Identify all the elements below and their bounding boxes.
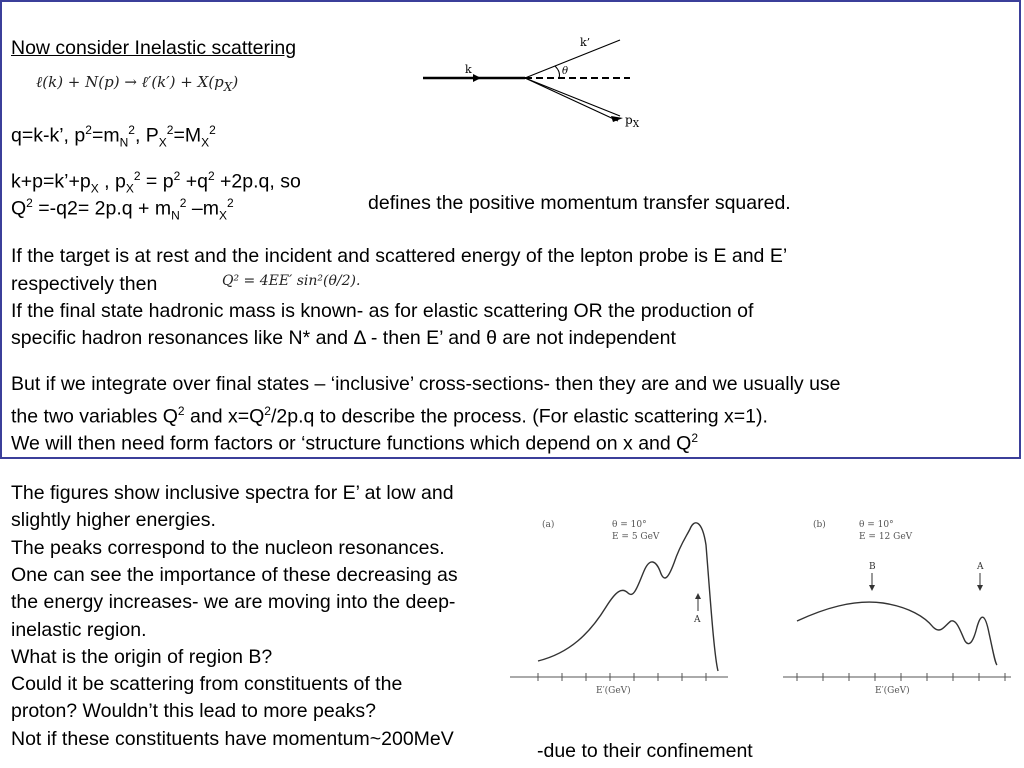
inclusive-line-3: We will then need form factors or ‘structure functions which depend on x and $Q^2$: [11, 431, 699, 455]
lower-text-line: What is the origin of region B?: [11, 645, 273, 668]
momentum-transfer-note: defines the positive momentum transfer squared.: [368, 192, 791, 214]
angle-label-b: θ = 10°: [859, 520, 894, 530]
rest-line-3: If the final state hadronic mass is known- as for elastic scattering OR the production of: [11, 300, 754, 322]
panel-label-a: (a): [542, 520, 555, 530]
confinement-footnote: -due to their confinement: [537, 740, 753, 762]
marker-a-arrowhead: [695, 593, 701, 599]
xlabel-b: E′(GeV): [875, 686, 910, 696]
label-kprime: k’: [580, 36, 591, 49]
marker-a-label: A: [694, 615, 701, 625]
label-theta: θ: [562, 66, 569, 77]
lower-text-line: One can see the importance of these decreasing as: [11, 563, 458, 586]
lower-text-line: slightly higher energies.: [11, 509, 216, 532]
heading: Now consider Inelastic scattering: [11, 37, 297, 59]
scattering-diagram: [415, 30, 655, 130]
q2-formula: Q² = 4EE′ sin²(θ/2).: [222, 273, 361, 289]
lower-text-line: inelastic region.: [11, 618, 147, 641]
hadron-line-1: [525, 78, 620, 116]
hadron-line-2: [525, 78, 618, 121]
angle-label-a: θ = 10°: [612, 520, 647, 530]
rest-line-2: respectively then: [11, 273, 158, 295]
rest-line-4: specific hadron resonances like N* and Δ - then E’ and θ are not independent: [11, 327, 676, 349]
spectrum-plot-b: [783, 515, 1013, 700]
incoming-arrow: [473, 74, 481, 82]
kinematics-line-1: q=k-k’, $p^2=m_N^2$, $P_X^2=M_X^2$: [11, 123, 216, 150]
lower-text-line: The figures show inclusive spectra for E’ at low and: [11, 482, 454, 504]
energy-label-a: E = 5 GeV: [612, 532, 660, 542]
lower-text-line: the energy increases- we are moving into the deep-: [11, 591, 456, 614]
reaction-formula: ℓ(k) + N(p) → ℓ′(k′) + $X(p_X)$: [36, 73, 239, 94]
marker-a2-label: A: [977, 562, 984, 572]
xlabel-a: E′(GeV): [596, 686, 631, 696]
marker-a2-arrowhead: [977, 585, 983, 591]
spectrum-curve-b: [797, 602, 997, 665]
scattered-lepton-line: [525, 40, 620, 78]
marker-b-arrowhead: [869, 585, 875, 591]
panel-label-b: (b): [813, 520, 826, 530]
energy-label-b: E = 12 GeV: [859, 532, 913, 542]
spectrum-plot-a: [510, 515, 730, 700]
spectrum-curve-a: [538, 523, 718, 671]
lower-text-line: Not if these constituents have momentum~200MeV: [11, 727, 454, 750]
kinematics-line-3: $Q^2 =-q2= 2p.q + m_N^2$ $-m_X^2$: [11, 196, 234, 223]
lower-text-line: The peaks correspond to the nucleon resonances.: [11, 536, 445, 559]
marker-b-label: B: [869, 562, 876, 572]
rest-line-1: If the target is at rest and the incident and scattered energy of the lepton probe is E and E’: [11, 245, 788, 267]
label-k: k: [465, 63, 472, 76]
inclusive-line-2: the two variables $Q^2$ and $x=Q^2/2p.q$ to describe the process. (For elastic scattering x=1).: [11, 404, 768, 428]
kinematics-line-2: $k+p=k’+p_X$ , $p_X^2 = p^2 +q^2 +2p.q$, so: [11, 169, 301, 196]
label-px: $p_X$: [625, 113, 640, 130]
inclusive-line-1: But if we integrate over final states – ‘inclusive’ cross-sections- then they are and we usually use: [11, 373, 841, 395]
lower-text-line: proton? Wouldn’t this lead to more peaks?: [11, 700, 376, 723]
angle-arc: [555, 66, 560, 78]
lower-text-line: Could it be scattering from constituents of the: [11, 673, 403, 696]
